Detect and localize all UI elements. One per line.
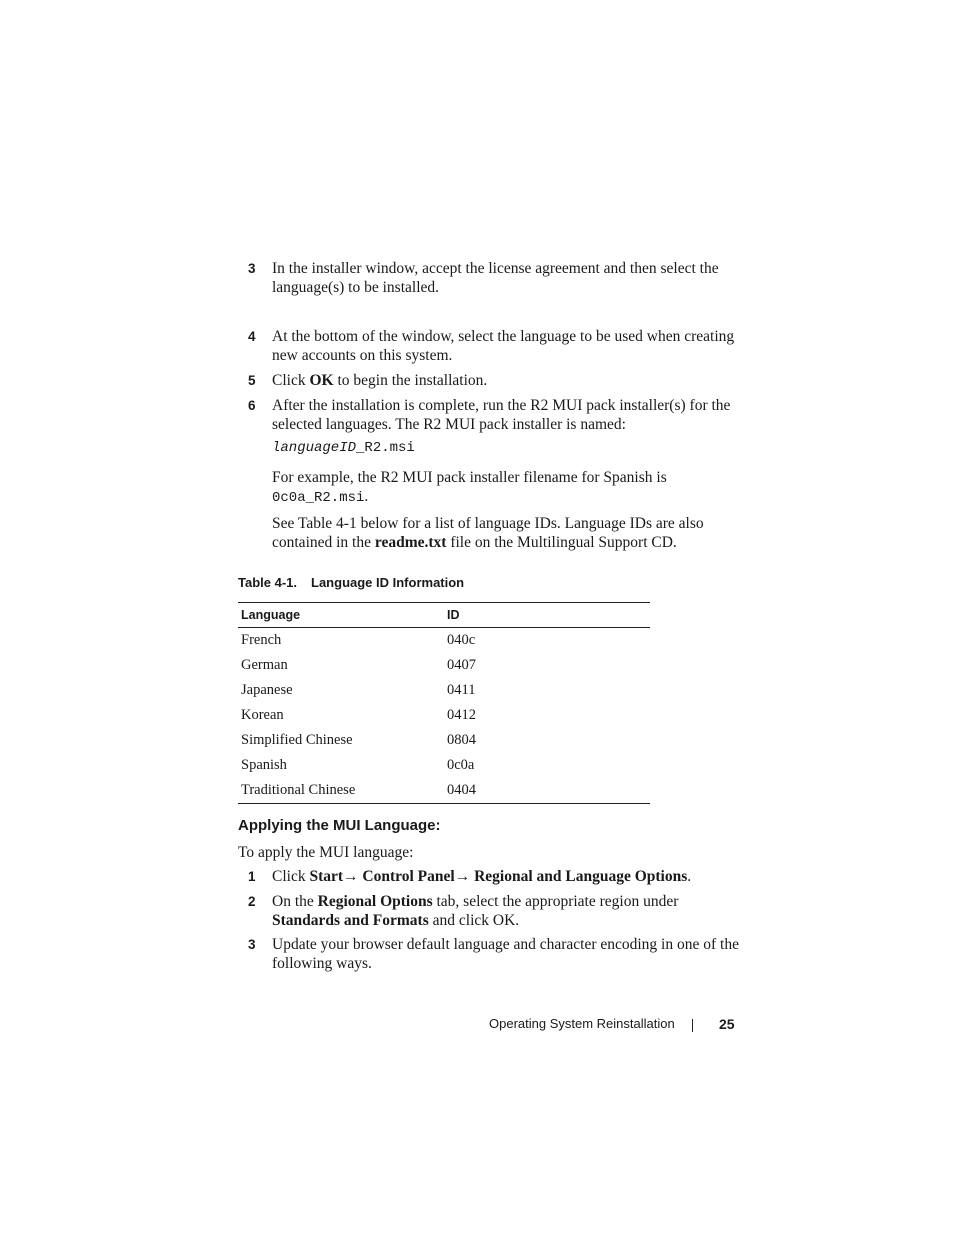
step-number: 1	[248, 869, 256, 884]
step-text: After the installation is complete, run the R2 MUI pack installer(s) for the selected languages. The R2 MUI pack installer is named:	[272, 397, 731, 433]
step-text: Click OK to begin the installation.	[272, 372, 488, 389]
footer-title: Operating System Reinstallation	[489, 1016, 675, 1031]
table-row: German 0407	[241, 657, 476, 673]
step-text: Update your browser default language and character encoding in one of the following ways.	[272, 936, 739, 972]
step-number: 2	[248, 894, 256, 909]
footer-divider	[692, 1019, 693, 1032]
table-row: Simplified Chinese 0804	[241, 732, 476, 748]
example-paragraph: For example, the R2 MUI pack installer filename for Spanish is 0c0a_R2.msi.	[272, 469, 667, 506]
table-header-id: ID	[444, 603, 650, 628]
table-row: Traditional Chinese 0404	[238, 778, 650, 804]
table-caption: Table 4-1. Language ID Information	[238, 575, 465, 590]
step-text: Click Start→ Control Panel→ Regional and Language Options.	[272, 868, 692, 885]
step-text: On the Regional Options tab, select the appropriate region under Standards and Formats and click OK.	[272, 893, 679, 929]
table-row: Korean 0412	[241, 707, 476, 723]
section-heading: Applying the MUI Language:	[238, 817, 441, 834]
section-intro: To apply the MUI language:	[238, 844, 414, 861]
step-number: 6	[248, 398, 256, 413]
table-row: Japanese 0411	[241, 682, 476, 698]
step-number: 3	[248, 937, 256, 952]
step-number: 4	[248, 329, 256, 344]
step-number: 3	[248, 261, 256, 276]
table-header-language: Language	[238, 603, 444, 628]
table-row: French 040c	[241, 632, 476, 648]
step-text: In the installer window, accept the license agreement and then select the language(s) to be installed.	[272, 260, 719, 296]
step-number: 5	[248, 373, 256, 388]
step-text: At the bottom of the window, select the language to be used when creating new accounts on this system.	[272, 328, 735, 364]
see-table-paragraph: See Table 4-1 below for a list of language IDs. Language IDs are also contained in the readme.txt file on the Multilingual Support CD.	[272, 515, 704, 551]
page-number: 25	[719, 1016, 735, 1032]
language-id-table	[238, 602, 650, 804]
installer-filename: languageID_R2.msi	[272, 440, 415, 456]
table-row: Spanish 0c0a	[241, 757, 475, 773]
